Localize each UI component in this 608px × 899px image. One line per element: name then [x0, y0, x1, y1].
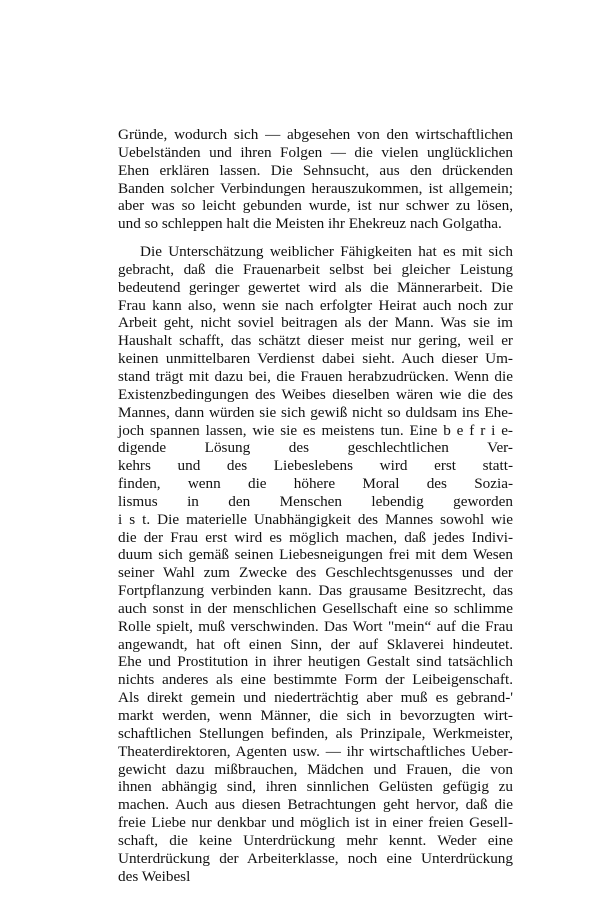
text-line: finden, wenn die höhere Moral des Sozia-	[118, 475, 513, 493]
text-line: seiner Wahl zum Zwecke des Geschlechtsgenusses und der	[118, 564, 513, 582]
text-line: ihnen abhängig sind, ihren sinnlichen Gelüsten gefügig zu	[118, 778, 513, 796]
text-line: gewicht dazu mißbrauchen, Mädchen und Frauen, die von	[118, 760, 513, 778]
paragraph-gap	[118, 233, 513, 243]
text-line: Uebelständen und ihren Folgen — die vielen unglücklichen	[118, 143, 513, 161]
text-line: Fortpflanzung verbinden kann. Das grausame Besitzrecht, das	[118, 582, 513, 600]
text-line: bedeutend geringer gewertet wird als die Männerarbeit. Die	[118, 278, 513, 296]
text-line: Ehe und Prostitution in ihrer heutigen Gestalt sind tatsächlich	[118, 653, 513, 671]
text-line: kehrs und des Liebeslebens wird erst statt-	[118, 457, 513, 475]
text-line: Haushalt schafft, das schätzt dieser meist nur gering, weil er	[118, 332, 513, 350]
text-line: und so schleppen halt die Meisten ihr Ehekreuz nach Golgatha.	[118, 215, 502, 233]
text-line: angewandt, hat oft einen Sinn, der auf Sklaverei hindeutet.	[118, 635, 513, 653]
text-line: keinen unmittelbaren Verdienst dabei sieht. Auch dieser Um-	[118, 350, 513, 368]
text-line: duum sich gemäß seinen Liebesneigungen frei mit dem Wesen	[118, 546, 513, 564]
text-line: joch spannen lassen, wie sie es meistens tun. Eine b e f r i e-	[118, 421, 513, 439]
text-line: stand trägt mit dazu bei, die Frauen herabzudrücken. Wenn die	[118, 367, 513, 385]
text-line: gebracht, daß die Frauenarbeit selbst bei gleicher Leistung	[118, 260, 513, 278]
text-line: Existenzbedingungen des Weibes dieselben wären wie die des	[118, 385, 513, 403]
text-line: nichts anderes als eine bestimmte Form der Leibeigenschaft.	[118, 671, 513, 689]
text-line: Ehen erklären lassen. Die Sehnsucht, aus den drückenden	[118, 161, 513, 179]
text-line: Banden solcher Verbindungen herauszukommen, ist allgemein;	[118, 179, 513, 197]
text-line: digende Lösung des geschlechtlichen Ver-	[118, 439, 513, 457]
text-line: aber was so leicht gebunden wurde, ist nur schwer zu lösen,	[118, 197, 513, 215]
body-text	[118, 126, 513, 885]
text-line: Die Unterschätzung weiblicher Fähigkeiten hat es mit sich	[140, 243, 513, 261]
text-line: Mannes, dann würden sie sich gewiß nicht so duldsam ins Ehe-	[118, 403, 513, 421]
text-line: des Weibesl	[118, 867, 191, 885]
text-line: schaftlichen Stellungen befinden, als Prinzipale, Werkmeister,	[118, 724, 513, 742]
paragraph	[118, 243, 513, 885]
text-line: Rolle spielt, muß verschwinden. Das Wort "mein“ auf die Frau	[118, 617, 513, 635]
paragraph	[118, 126, 513, 233]
text-line: Arbeit geht, nicht soviel beitragen als der Mann. Was sie im	[118, 314, 513, 332]
text-line: i s t. Die materielle Unabhängigkeit des Mannes sowohl wie	[118, 510, 513, 528]
text-line: Theaterdirektoren, Agenten usw. — ihr wirtschaftliches Ueber-	[118, 742, 513, 760]
text-line: freie Liebe nur denkbar und möglich ist in einer freien Gesell-	[118, 814, 513, 832]
text-line: die der Frau erst wird es möglich machen, daß jedes Indivi-	[118, 528, 513, 546]
text-line: machen. Auch aus diesen Betrachtungen geht hervor, daß die	[118, 796, 513, 814]
text-line: Frau kann also, wenn sie nach erfolgter Heirat auch noch zur	[118, 296, 513, 314]
text-line: Unterdrückung der Arbeiterklasse, noch eine Unterdrückung	[118, 849, 513, 867]
text-line: schaft, die keine Unterdrückung mehr kennt. Weder eine	[118, 831, 513, 849]
text-line: lismus in den Menschen lebendig geworden	[118, 492, 513, 510]
text-line: auch sonst in der menschlichen Gesellschaft eine so schlimme	[118, 599, 513, 617]
text-line: markt werden, wenn Männer, die sich in bevorzugten wirt-	[118, 707, 513, 724]
text-line: Als direkt gemein und niederträchtig aber muß es gebrand-'	[118, 689, 513, 707]
text-line: Gründe, wodurch sich — abgesehen von den wirtschaftlichen	[118, 126, 513, 143]
